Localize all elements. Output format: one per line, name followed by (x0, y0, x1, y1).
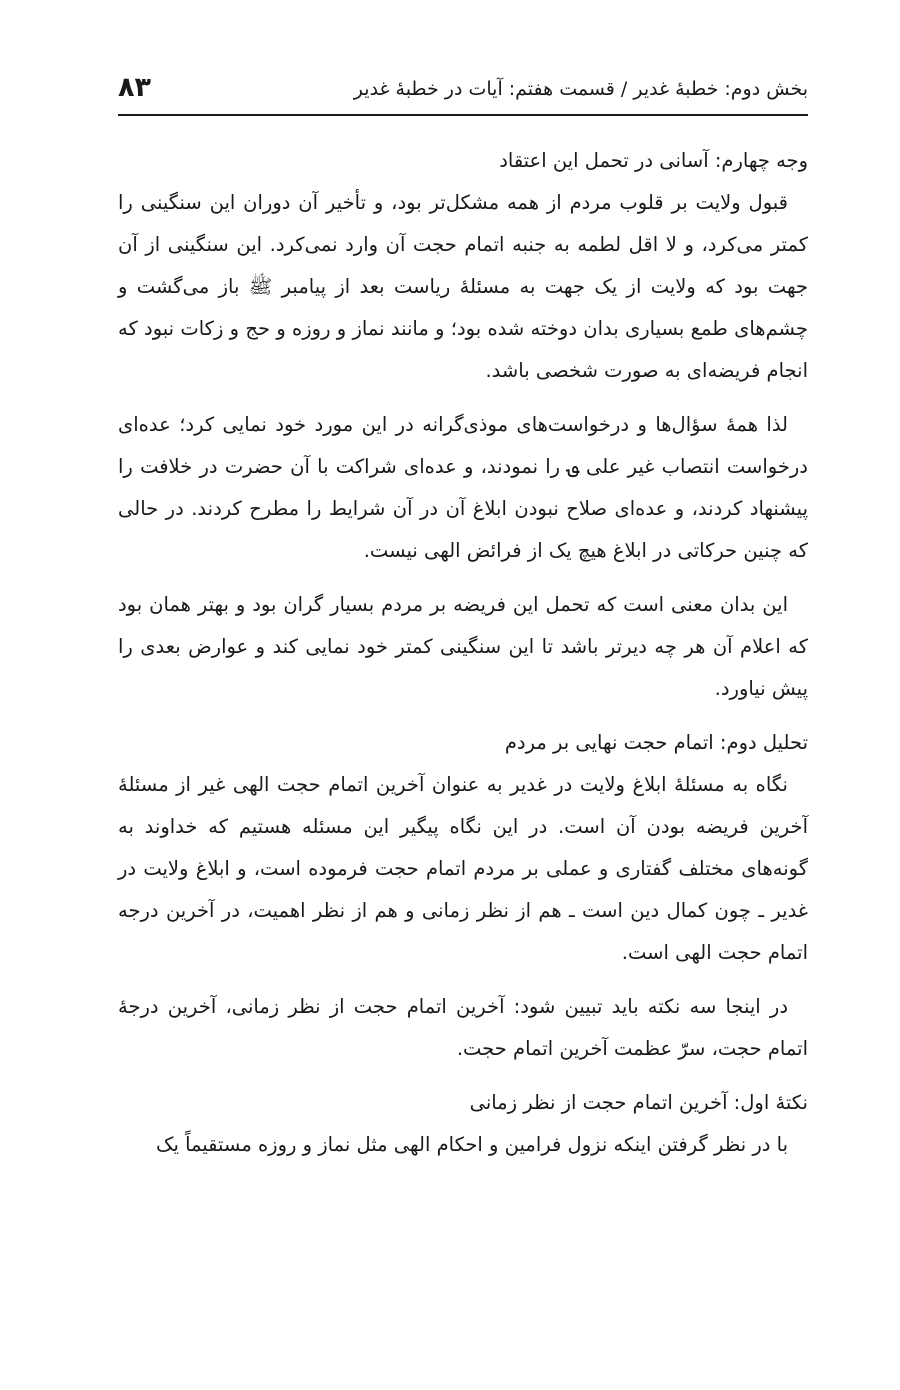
section-heading: تحلیل دوم: اتمام حجت نهایی بر مردم (504, 731, 808, 754)
section-heading: نکتهٔ اول: آخرین اتمام حجت از نظر زمانی (469, 1091, 808, 1114)
paragraph: لذا همهٔ سؤال‌ها و درخواست‌های موذی‌گرانه در این مورد خود نمایی کرد؛ عده‌ای درخواست انتصاب غیر علی ؈ را نمودند، و عده‌ای شراکت با آن حضرت در خلافت را پیشنهاد کردند، و عده‌ای صلاح نبودن ابلاغ آن در آن شرایط را مطرح کردند. در حالی که چنین حرکاتی در ابلاغ هیچ یک از فرائض الهی نیست. (118, 413, 808, 562)
paragraph: در اینجا سه نکته باید تبیین شود: آخرین اتمام حجت از نظر زمانی، آخرین درجهٔ اتمام حجت، سرّ عظمت آخرین اتمام حجت. (118, 995, 808, 1060)
page-content (118, 140, 808, 1166)
paragraph: با در نظر گرفتن اینکه نزول فرامین و احکام الهی مثل نماز و روزه مستقیماً یک (156, 1133, 788, 1156)
paragraph: این بدان معنی است که تحمل این فریضه بر مردم بسیار گران بود و بهتر همان بود که اعلام آن هر چه دیرتر باشد تا این سنگینی کمتر خود نمایی کند و عوارض بعدی را پیش نیاورد. (118, 593, 808, 700)
running-header (118, 70, 808, 116)
header-title: بخش دوم: خطبهٔ غدیر / قسمت هفتم: آیات در خطبهٔ غدیر (353, 78, 808, 100)
paragraph: قبول ولایت بر قلوب مردم از همه مشکل‌تر بود، و تأخیر آن دوران این سنگینی را کمتر می‌کرد، و لا اقل لطمه به جنبه اتمام حجت آن وارد نمی‌کرد. این سنگینی از آن جهت بود که ولایت از یک جهت به مسئلهٔ ریاست بعد از پیامبر ﷺ باز می‌گشت و چشم‌های طمع بسیاری بدان دوخته شده بود؛ و مانند نماز و روزه و حج و زکات نبود که انجام فریضه‌ای به صورت شخصی باشد. (118, 191, 808, 382)
page-number: ۸۳ (118, 72, 151, 103)
paragraph: نگاه به مسئلهٔ ابلاغ ولایت در غدیر به عنوان آخرین اتمام حجت الهی غیر از مسئلهٔ آخرین فریضه بودن آن است. در این نگاه پیگیر این مسئله هستیم که خداوند به گونه‌های مختلف گفتاری و عملی بر مردم اتمام حجت فرموده است، و ابلاغ ولایت در غدیر ـ چون کمال دین است ـ هم از نظر زمانی و هم از نظر اهمیت، در آخرین درجه اتمام حجت الهی است. (118, 773, 808, 964)
section-heading: وجه چهارم: آسانی در تحمل این اعتقاد (499, 149, 808, 172)
